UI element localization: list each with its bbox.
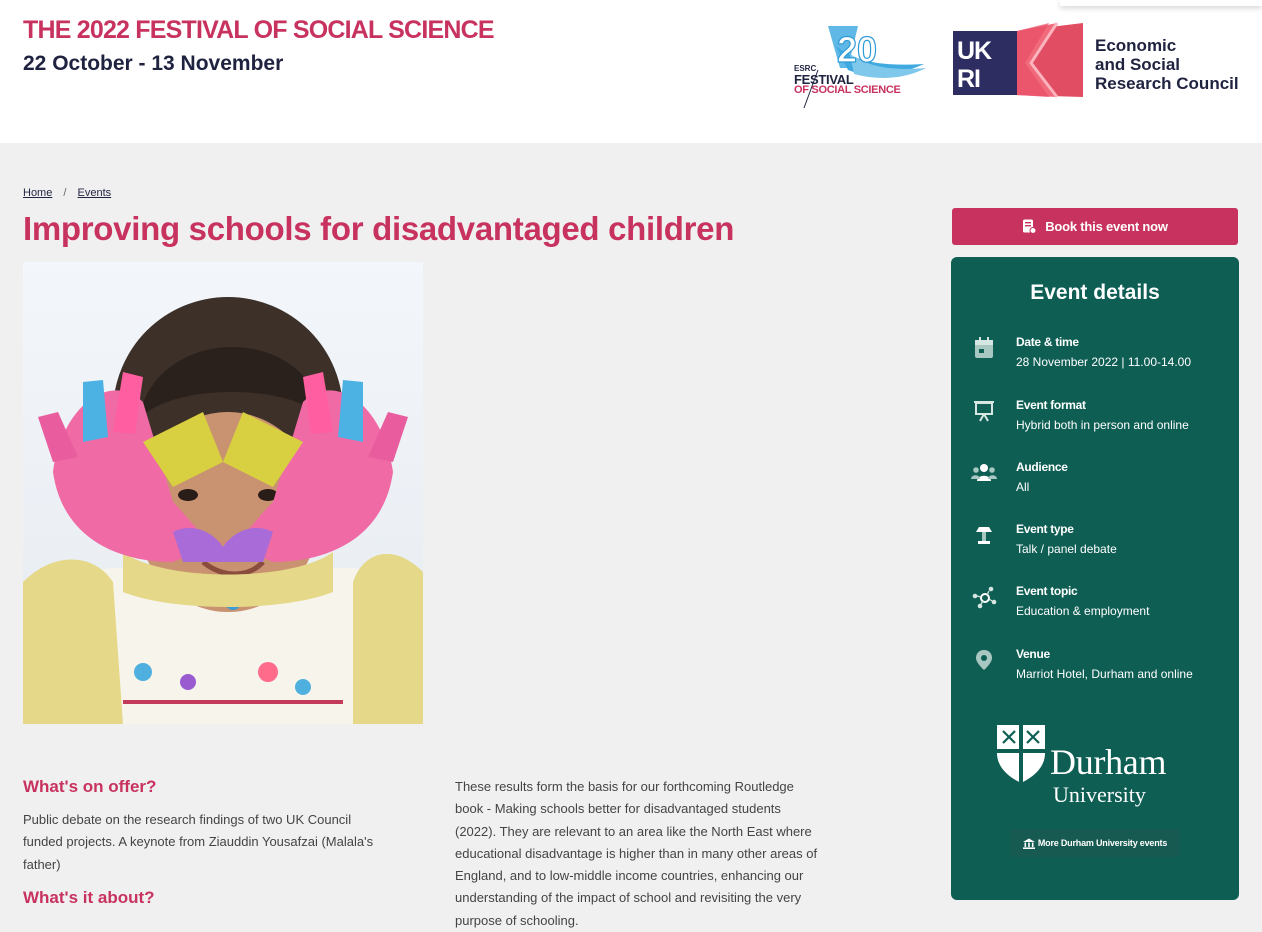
event-details-title: Event details xyxy=(1030,281,1160,304)
book-event-label: Book this event now xyxy=(1045,219,1168,234)
hero-image xyxy=(23,262,423,724)
breadcrumb-events-link[interactable]: Events xyxy=(77,187,112,199)
festival-dates: 22 October - 13 November xyxy=(23,52,284,75)
header-edge-shadow xyxy=(1060,0,1262,6)
lectern-icon xyxy=(971,522,997,548)
whats-on-offer-heading: What's on offer? xyxy=(23,777,157,796)
calendar-icon xyxy=(971,335,997,361)
durham-university-word: University xyxy=(1053,782,1146,807)
whats-it-about-heading: What's it about? xyxy=(23,888,155,907)
svg-text:RI: RI xyxy=(957,65,980,93)
institution-icon xyxy=(1023,838,1035,849)
festival-logo-social-science: OF SOCIAL SCIENCE xyxy=(794,84,901,96)
map-pin-icon xyxy=(971,647,997,673)
durham-university-logo[interactable] xyxy=(995,723,1195,809)
breadcrumb-separator: / xyxy=(63,187,67,199)
about-text: These results form the basis for our forthcoming Routledge book - Making schools better for disadvantaged students (2022). They are relevant to an area like the North East where educational disadvantage is higher than in many other areas of England, and to low-middle income countries, enhancing our understanding of the impact of school and revisiting the very purpose of schooling. xyxy=(455,779,818,928)
site-header xyxy=(0,0,1262,143)
festival-title: THE 2022 FESTIVAL OF SOCIAL SCIENCE xyxy=(23,16,494,44)
more-durham-events-button[interactable] xyxy=(1010,829,1180,857)
durham-crest-icon xyxy=(995,723,1047,785)
festival-logo[interactable] xyxy=(788,24,928,110)
ukri-mark-icon xyxy=(953,23,1083,97)
more-events-label: More Durham University events xyxy=(1037,838,1168,848)
booking-document-icon xyxy=(1022,219,1036,234)
durham-name: Durham xyxy=(1050,742,1167,782)
ukri-esrc-logo[interactable] xyxy=(953,23,1243,97)
svg-text:20: 20 xyxy=(837,29,878,70)
esrc-name: Economic and Social Research Council xyxy=(1095,36,1239,93)
svg-text:UK: UK xyxy=(957,37,992,65)
festival-logo-esrc: ESRC xyxy=(794,64,817,73)
breadcrumb xyxy=(23,187,111,199)
audience-icon xyxy=(971,460,997,486)
child-painted-hands-photo xyxy=(23,262,423,724)
offer-text: Public debate on the research findings of two UK Council funded projects. A keynote from Ziauddin Yousafzai (Malala's father) xyxy=(23,812,374,872)
event-details-card: Event details Date & time 28 November 2022 | 11.00-14.00 Event format Hybrid both in person and online Audience All Event type Talk / panel debate Event topic Education & employment Venue Marriot Hotel, Durham and online Durham University More Durham University events xyxy=(951,257,1239,900)
presentation-icon xyxy=(971,398,997,424)
breadcrumb-home-link[interactable]: Home xyxy=(23,187,53,199)
topic-icon xyxy=(971,584,997,610)
book-event-button[interactable] xyxy=(952,208,1238,245)
page-title: Improving schools for disadvantaged children xyxy=(23,210,735,247)
festival-logo-festival: FESTIVAL xyxy=(794,72,854,87)
